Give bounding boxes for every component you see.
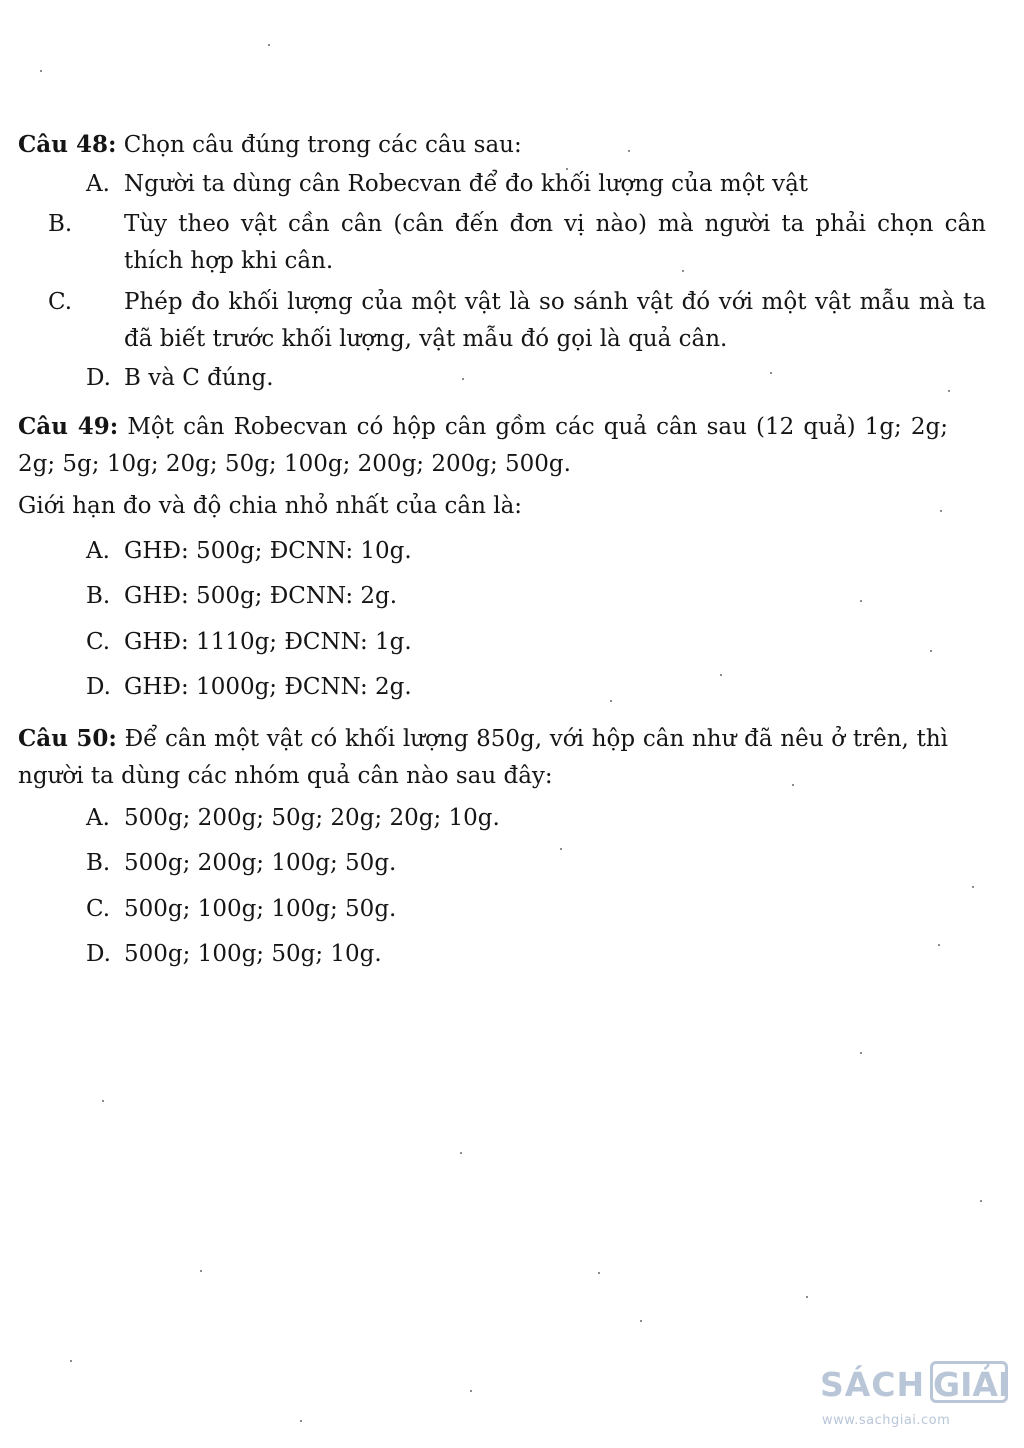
question-48-option-c <box>48 284 986 358</box>
sachgiai-watermark <box>812 1355 1022 1435</box>
question-48-option-b <box>48 206 986 280</box>
question-49-option-b <box>86 578 948 615</box>
option-letter: B. <box>48 211 73 237</box>
question-50-label: Câu 50: <box>18 725 117 752</box>
option-letter: A. <box>86 805 110 831</box>
option-text: 500g; 200g; 100g; 50g. <box>124 850 397 876</box>
option-text: GHĐ: 1110g; ĐCNN: 1g. <box>124 629 412 655</box>
question-48-option-d <box>86 360 948 397</box>
question-49-label: Câu 49: <box>18 413 119 440</box>
option-letter: C. <box>86 896 111 922</box>
option-letter: A. <box>86 171 110 197</box>
option-text: GHĐ: 500g; ĐCNN: 10g. <box>124 538 412 564</box>
watermark-brand-right: GIẢI <box>930 1361 1008 1403</box>
watermark-brand-left: SÁCH <box>820 1365 926 1404</box>
option-letter: D. <box>86 941 111 967</box>
option-letter: D. <box>86 365 111 391</box>
option-text: 500g; 100g; 100g; 50g. <box>124 896 397 922</box>
question-49-option-d <box>86 669 948 706</box>
option-text: GHĐ: 500g; ĐCNN: 2g. <box>124 583 398 609</box>
question-48 <box>18 126 522 164</box>
option-letter: C. <box>86 629 111 655</box>
option-text: Tùy theo vật cần cân (cân đến đơn vị nào) mà người ta phải chọn cân thích hợp khi cân. <box>124 211 986 274</box>
option-text: 500g; 100g; 50g; 10g. <box>124 941 382 967</box>
question-50-option-c <box>86 891 948 928</box>
question-49-option-a <box>86 533 948 570</box>
question-50-option-d <box>86 936 948 973</box>
question-50-text: Để cân một vật có khối lượng 850g, với hộp cân như đã nêu ở trên, thì người ta dùng các nhóm quả cân nào sau đây: <box>18 726 948 789</box>
question-50 <box>18 720 948 795</box>
option-text: Người ta dùng cân Robecvan để đo khối lượng của một vật <box>124 171 809 197</box>
option-text: B và C đúng. <box>124 365 274 391</box>
question-48-option-a <box>86 166 948 203</box>
option-text: 500g; 200g; 50g; 20g; 20g; 10g. <box>124 805 500 831</box>
option-letter: A. <box>86 538 110 564</box>
question-49-prompt: Giới hạn đo và độ chia nhỏ nhất của cân là: <box>18 493 523 519</box>
option-letter: B. <box>86 850 111 876</box>
question-49-text: Một cân Robecvan có hộp cân gồm các quả cân sau (12 quả) 1g; 2g; 2g; 5g; 10g; 20g; 50g; 100g; 200g; 200g; 500g. <box>18 414 948 477</box>
question-49 <box>18 408 948 483</box>
option-text: Phép đo khối lượng của một vật là so sánh vật đó với một vật mẫu mà ta đã biết trước khối lượng, vật mẫu đó gọi là quả cân. <box>124 289 986 352</box>
option-text: GHĐ: 1000g; ĐCNN: 2g. <box>124 674 412 700</box>
question-48-label: Câu 48: <box>18 131 117 158</box>
question-49-option-c <box>86 624 948 661</box>
question-48-text: Chọn câu đúng trong các câu sau: <box>116 132 522 158</box>
option-letter: B. <box>86 583 111 609</box>
watermark-url: www.sachgiai.com <box>822 1413 951 1428</box>
question-50-option-a <box>86 800 948 837</box>
option-letter: C. <box>48 289 73 315</box>
question-50-option-b <box>86 845 948 882</box>
option-letter: D. <box>86 674 111 700</box>
